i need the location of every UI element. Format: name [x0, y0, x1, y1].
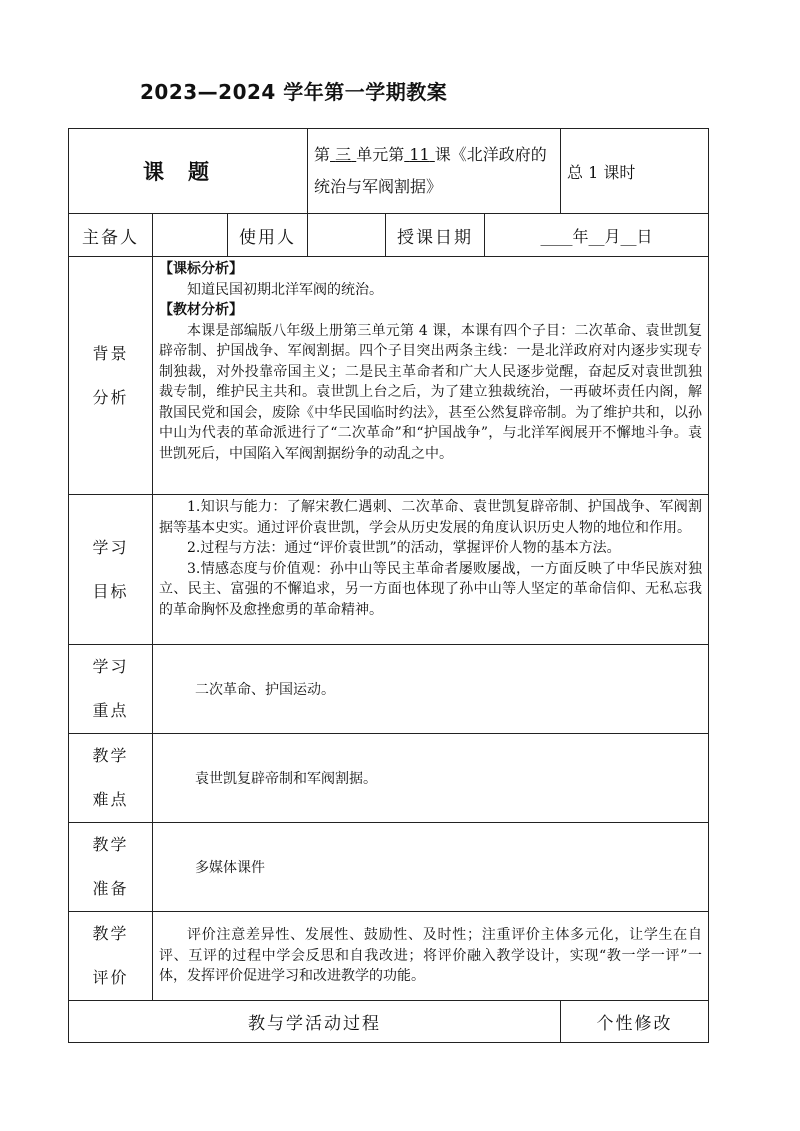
evaluation-text: 评价注意差异性、发展性、鼓励性、及时性；注重评价主体多元化，让学生在自评、互评的过程中学会反思和自我改进；将评价融入教学设计，实现“教一学一评”一体，发挥评价促进学习和改进教学的功能。: [159, 927, 703, 985]
goals-content: [153, 495, 709, 645]
personal-edit-label: 个性修改: [561, 1001, 709, 1043]
process-header-row: [69, 1001, 709, 1043]
preparation-row: [69, 823, 709, 912]
goals-label: 学习 目标: [69, 495, 153, 645]
document-title: 2023—2024 学年第一学期教案: [140, 80, 448, 104]
total-periods: 总 1 课时: [561, 129, 709, 214]
textbook-heading: 【教材分析】: [159, 302, 243, 318]
lesson-title: [308, 129, 561, 214]
key-points-label: 学习 重点: [69, 645, 153, 734]
goal-item: 1.知识与能力：了解宋教仁遇刺、二次革命、袁世凯复辟帝制、护国战争、军阀割据等基本史实。通过评价袁世凯，学会从历史发展的角度认识历史人物的地位和作用。: [159, 499, 703, 536]
background-row: [69, 257, 709, 495]
difficulties-label: 教学 难点: [69, 734, 153, 823]
preparer-value: [153, 214, 228, 257]
user-value: [308, 214, 386, 257]
unit-number: 三: [335, 145, 352, 164]
goals-row: [69, 495, 709, 645]
difficulties-value: 袁世凯复辟帝制和军阀割据。: [153, 734, 709, 823]
preparer-label: 主备人: [69, 214, 153, 257]
goal-item: 2.过程与方法：通过“评价袁世凯”的活动，掌握评价人物的基本方法。: [187, 540, 621, 556]
goal-item: 3.情感态度与价值观：孙中山等民主革命者屡败屡战，一方面反映了中华民族对独立、民主、富强的不懈追求，另一方面也体现了孙中山等人坚定的革命信仰、无私忘我的革命胸怀及愈挫愈勇的革命精神。: [159, 560, 703, 618]
lesson-plan-table: [68, 128, 709, 1043]
background-label: 背景 分析: [69, 257, 153, 495]
topic-row: [69, 129, 709, 214]
evaluation-content: [153, 912, 709, 1001]
difficulties-row: [69, 734, 709, 823]
key-points-row: [69, 645, 709, 734]
curriculum-text: 知道民国初期北洋军阀的统治。: [187, 281, 383, 298]
lesson-name: 课《北洋政府的统治与军阀割据》: [314, 145, 547, 196]
evaluation-row: [69, 912, 709, 1001]
lesson-mid: 单元第: [356, 145, 405, 164]
evaluation-label: 教学 评价: [69, 912, 153, 1001]
preparation-label: 教学 准备: [69, 823, 153, 912]
textbook-text: 本课是部编版八年级上册第三单元第 4 课，本课有四个子目：二次革命、袁世凯复辟帝制、护国战争、军阀割据。四个子目突出两条主线：一是北洋政府对内逐步实现专制独裁，对外投靠帝国主义；二是民主革命者和广大人民逐步觉醒，奋起反对袁世凯独裁专制，维护民主共和。袁世凯上台之后，为了建立独裁统治，一再破坏责任内阁，解散国民党和国会，废除《中华民国临时约法》，甚至公然复辟帝制。为了维护共和，以孙中山为代表的革命派进行了“二次革命”和“护国战争”，与北洋军阀展开不懈地斗争。袁世凯死后，中国陷入军阀割据纷争的动乱之中。: [159, 322, 703, 462]
lesson-prefix: 第: [314, 145, 331, 164]
user-label: 使用人: [228, 214, 308, 257]
process-label: 教与学活动过程: [69, 1001, 561, 1043]
key-points-value: 二次革命、护国运动。: [153, 645, 709, 734]
topic-label: 课题: [69, 129, 308, 214]
staff-row: [69, 214, 709, 257]
lesson-number: 11: [409, 145, 430, 164]
date-label: 授课日期: [386, 214, 485, 257]
preparation-value: 多媒体课件: [153, 823, 709, 912]
curriculum-heading: 【课标分析】: [159, 261, 243, 277]
date-value: ____年__月__日: [485, 214, 709, 257]
background-content: [153, 257, 709, 495]
